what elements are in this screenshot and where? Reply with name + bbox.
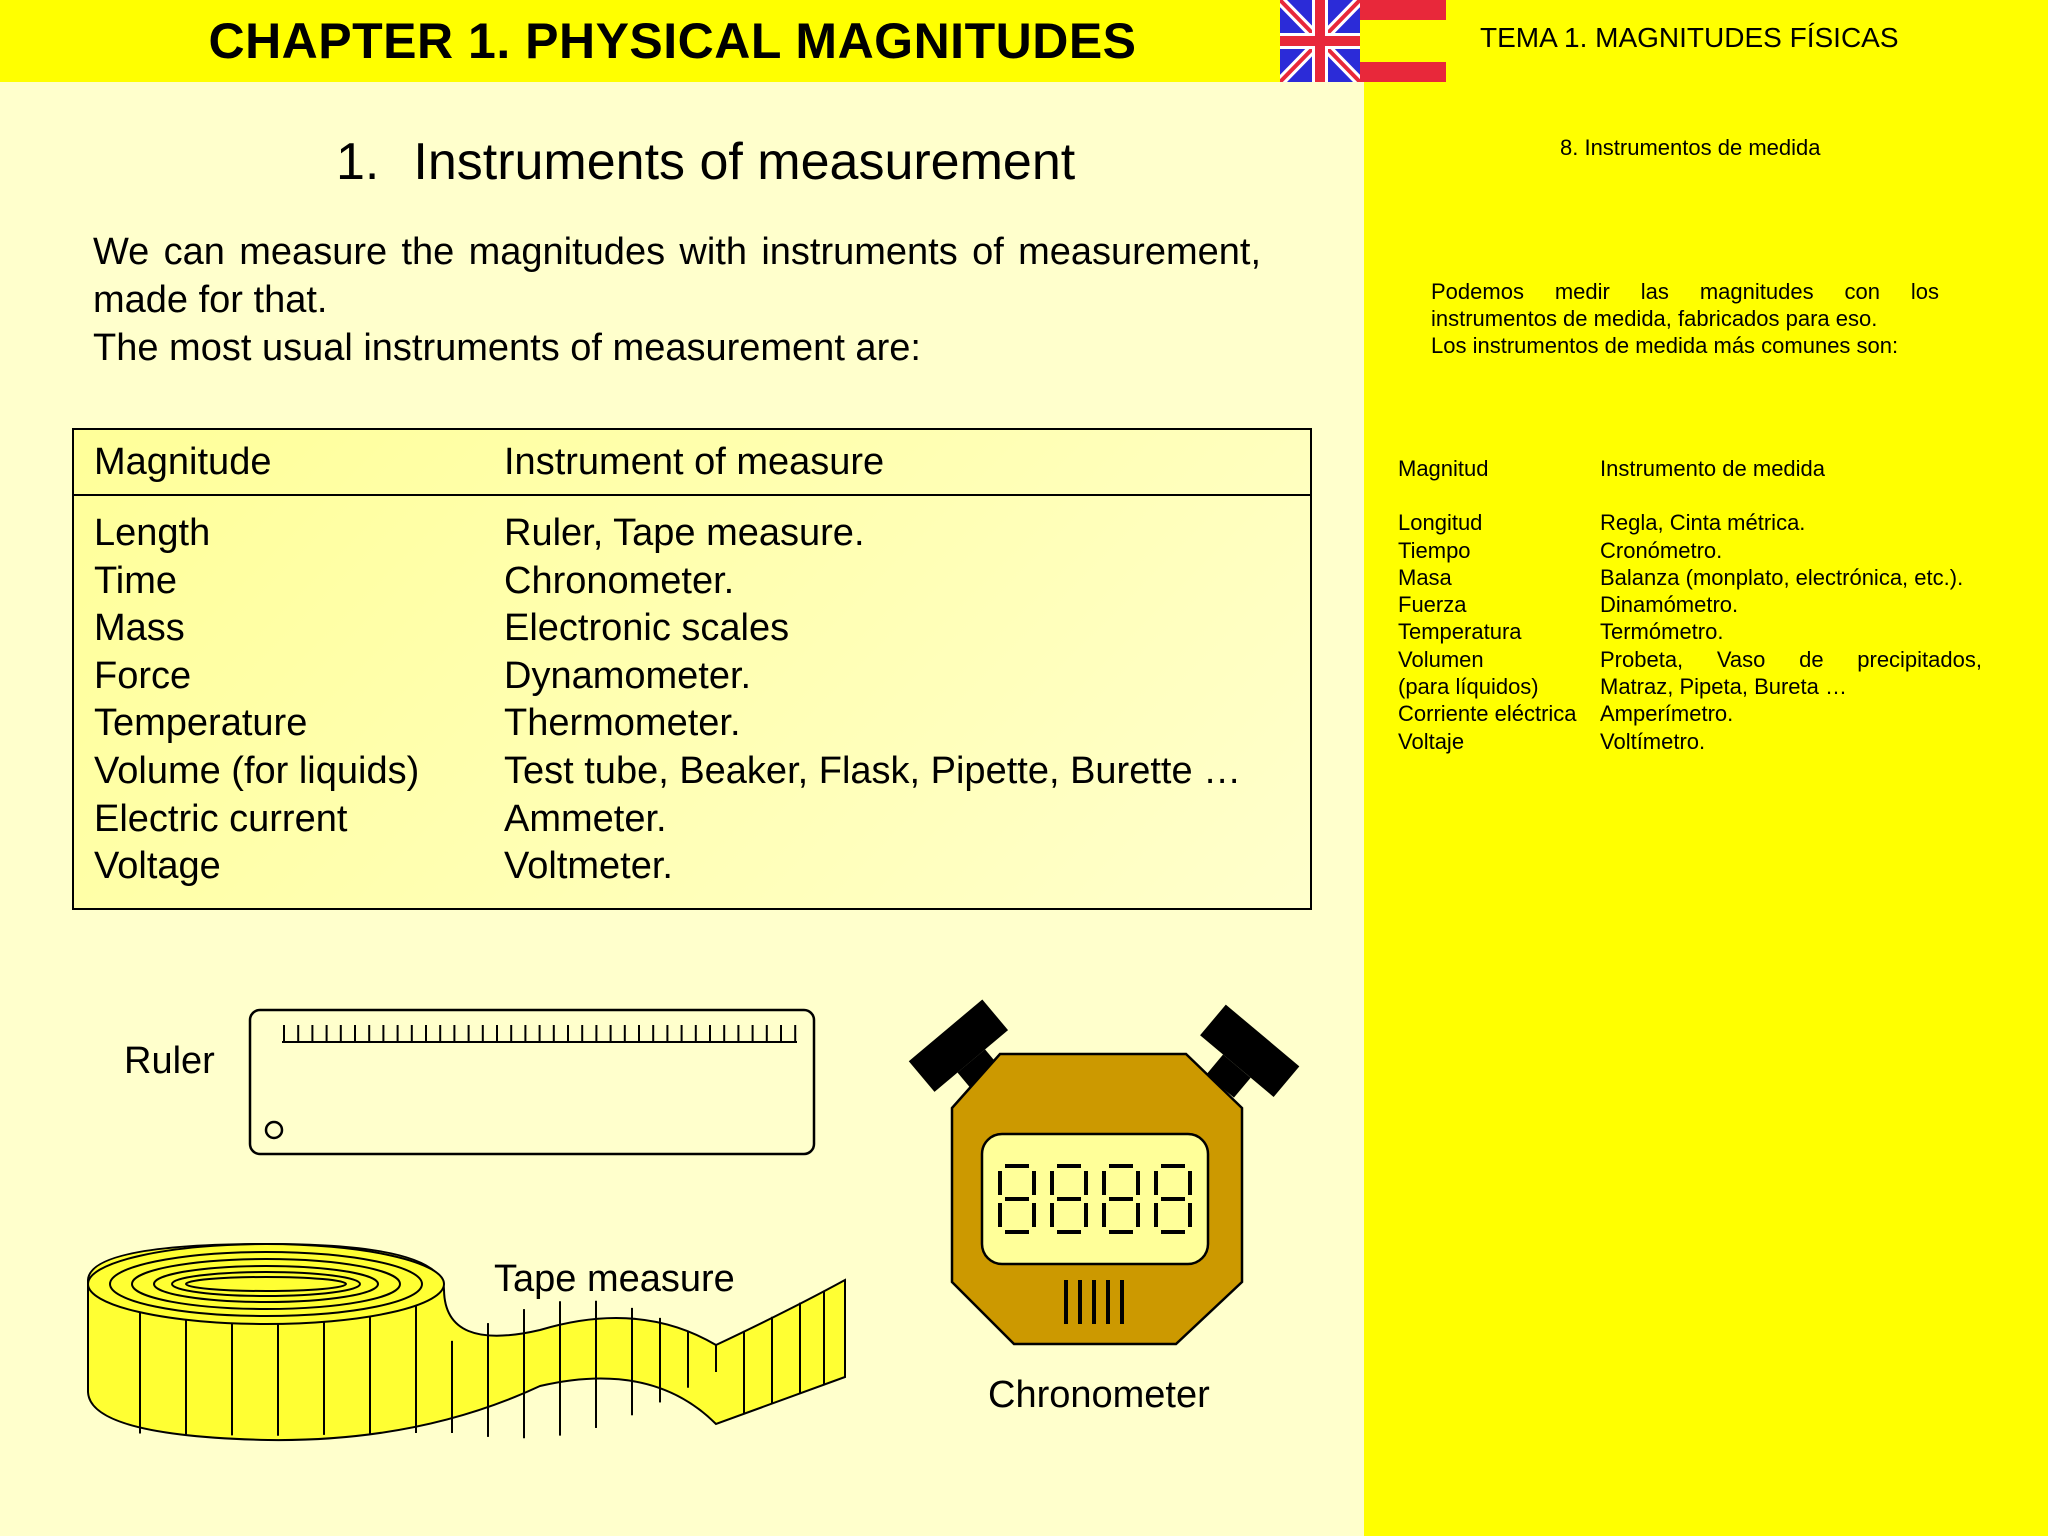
spanish-cell-magnitude: Volumen xyxy=(1398,646,1484,672)
cell-instrument: Thermometer. xyxy=(504,702,741,745)
cell-instrument: Electronic scales xyxy=(504,607,790,650)
cell-instrument: Ammeter. xyxy=(504,797,667,840)
spanish-cell-instrument: Probeta, Vaso de precipitados, xyxy=(1600,646,1982,672)
spanish-cell-instrument: Balanza (monplato, electrónica, etc.). xyxy=(1600,564,1964,590)
spanish-cell-magnitude: Tiempo xyxy=(1398,537,1471,563)
spanish-cell-instrument: Cronómetro. xyxy=(1600,537,1723,563)
cell-magnitude: Volume (for liquids) xyxy=(94,749,420,792)
spanish-cell-instrument: Termómetro. xyxy=(1600,619,1724,645)
cell-magnitude: Force xyxy=(94,654,192,697)
spanish-intro-line-1: Podemos medir las magnitudes con los instrumentos de medida, fabricados para eso. xyxy=(1431,279,1939,331)
cell-magnitude: Length xyxy=(94,512,211,554)
spanish-cell-magnitude: Masa xyxy=(1398,564,1452,590)
spanish-cell-magnitude: Fuerza xyxy=(1398,592,1467,618)
ruler-icon xyxy=(250,1010,814,1154)
spanish-cell-instrument: Dinamómetro. xyxy=(1600,592,1739,618)
spanish-cell-magnitude: Temperatura xyxy=(1398,619,1522,645)
cell-magnitude: Electric current xyxy=(94,797,348,840)
spanish-cell-instrument: Matraz, Pipeta, Bureta … xyxy=(1600,674,1847,700)
spanish-section-title: 8. Instrumentos de medida xyxy=(1560,135,1821,160)
spanish-header-instrument: Instrumento de medida xyxy=(1600,456,1826,481)
spanish-cell-instrument: Regla, Cinta métrica. xyxy=(1600,510,1806,536)
spanish-chapter-title: TEMA 1. MAGNITUDES FÍSICAS xyxy=(1480,22,1899,53)
spanish-cell-magnitude: Corriente eléctrica xyxy=(1398,701,1577,727)
cell-magnitude: Temperature xyxy=(94,702,308,745)
chronometer-label: Chronometer xyxy=(988,1374,1210,1416)
intro-line-2: The most usual instruments of measurement are: xyxy=(93,327,921,369)
spanish-cell-instrument: Amperímetro. xyxy=(1600,701,1734,727)
header-instrument: Instrument of measure xyxy=(504,440,885,483)
cell-instrument: Ruler, Tape measure. xyxy=(504,512,865,554)
cell-instrument: Dynamometer. xyxy=(504,654,752,697)
section-number: 1. xyxy=(336,133,380,191)
chapter-title: CHAPTER 1. PHYSICAL MAGNITUDES xyxy=(208,13,1137,69)
spanish-intro-line-2: Los instrumentos de medida más comunes son: xyxy=(1431,333,1899,358)
cell-instrument: Test tube, Beaker, Flask, Pipette, Burette … xyxy=(504,749,1242,792)
spanish-cell-magnitude: Longitud xyxy=(1398,510,1483,536)
spanish-cell-magnitude: (para líquidos) xyxy=(1398,674,1539,700)
ruler-label: Ruler xyxy=(124,1040,215,1082)
stopwatch-icon xyxy=(909,999,1300,1344)
spanish-header-magnitude: Magnitud xyxy=(1398,456,1489,481)
cell-instrument: Chronometer. xyxy=(504,559,735,602)
intro-line-1: We can measure the magnitudes with instruments of measurement, made for that. xyxy=(93,231,1261,321)
spanish-cell-instrument: Voltímetro. xyxy=(1600,728,1706,754)
tape-measure-label: Tape measure xyxy=(494,1258,735,1300)
cell-magnitude: Voltage xyxy=(94,845,221,888)
section-title-text: Instruments of measurement xyxy=(413,133,1076,191)
cell-magnitude: Time xyxy=(94,559,178,602)
header-magnitude: Magnitude xyxy=(94,440,272,483)
spanish-cell-magnitude: Voltaje xyxy=(1398,728,1465,754)
cell-instrument: Voltmeter. xyxy=(504,845,673,888)
cell-magnitude: Mass xyxy=(94,607,185,650)
